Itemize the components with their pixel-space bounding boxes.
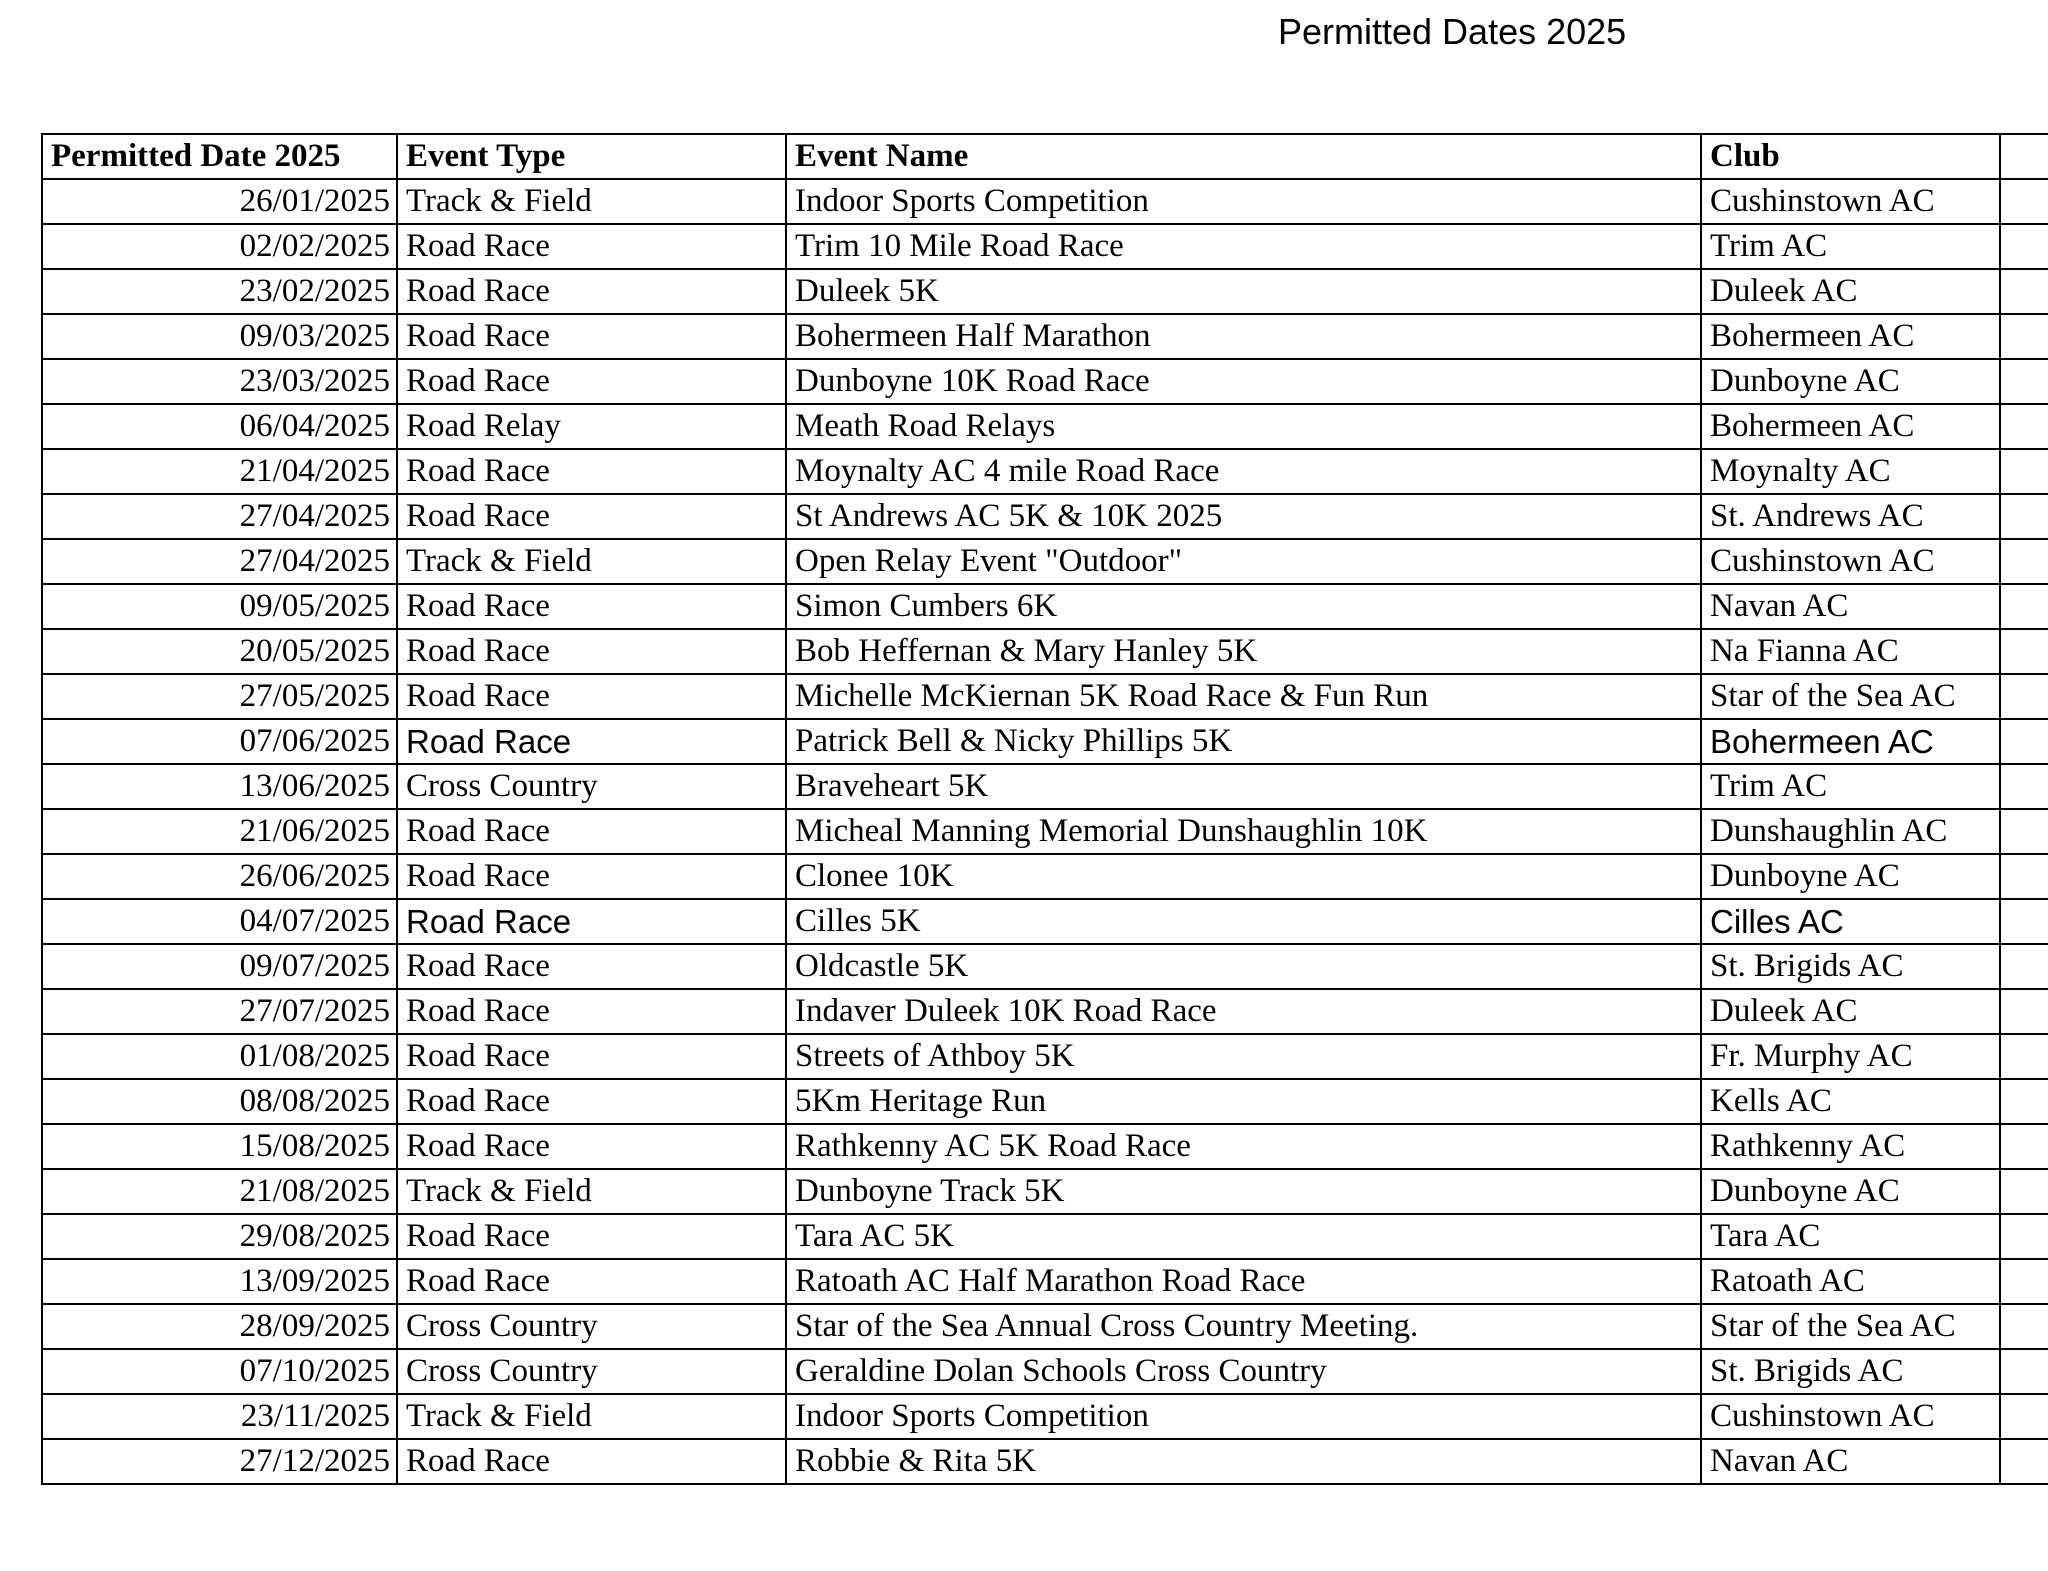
cell-event-name: St Andrews AC 5K & 10K 2025 <box>786 494 1701 539</box>
cell-date: 04/07/2025 <box>42 899 397 944</box>
cell-club: Na Fianna AC <box>1701 629 2000 674</box>
cell-club: Moynalty AC <box>1701 449 2000 494</box>
cell-event-type: Road Race <box>397 224 786 269</box>
cell-event-name: Geraldine Dolan Schools Cross Country <box>786 1349 1701 1394</box>
table-row <box>42 1349 2048 1394</box>
cell-event-type: Road Race <box>397 1259 786 1304</box>
cell-event-type: Road Race <box>397 314 786 359</box>
cell-event-type: Road Race <box>397 269 786 314</box>
cell-date: 27/05/2025 <box>42 674 397 719</box>
cell-event-name: Patrick Bell & Nicky Phillips 5K <box>786 719 1701 764</box>
cell-event-type: Road Race <box>397 1214 786 1259</box>
header-date: Permitted Date 2025 <box>42 134 397 179</box>
cell-event-name: Rathkenny AC 5K Road Race <box>786 1124 1701 1169</box>
table-row <box>42 629 2048 674</box>
cell-date: 06/04/2025 <box>42 404 397 449</box>
cell-date: 27/07/2025 <box>42 989 397 1034</box>
cell-event-type: Road Race <box>397 1124 786 1169</box>
cell-date: 29/08/2025 <box>42 1214 397 1259</box>
cell-extra <box>2000 1079 2048 1124</box>
cell-event-type: Road Race <box>397 944 786 989</box>
table-row <box>42 1034 2048 1079</box>
cell-extra <box>2000 764 2048 809</box>
cell-club: St. Brigids AC <box>1701 944 2000 989</box>
cell-event-name: Indaver Duleek 10K Road Race <box>786 989 1701 1034</box>
cell-club: Bohermeen AC <box>1701 404 2000 449</box>
cell-date: 09/05/2025 <box>42 584 397 629</box>
cell-event-name: Micheal Manning Memorial Dunshaughlin 10K <box>786 809 1701 854</box>
table-row <box>42 224 2048 269</box>
cell-date: 21/04/2025 <box>42 449 397 494</box>
table-row <box>42 359 2048 404</box>
cell-event-type: Road Race <box>397 359 786 404</box>
cell-date: 13/06/2025 <box>42 764 397 809</box>
cell-club: Tara AC <box>1701 1214 2000 1259</box>
cell-date: 27/04/2025 <box>42 539 397 584</box>
cell-date: 08/08/2025 <box>42 1079 397 1124</box>
cell-extra <box>2000 224 2048 269</box>
cell-extra <box>2000 944 2048 989</box>
cell-event-name: Simon Cumbers 6K <box>786 584 1701 629</box>
cell-extra <box>2000 674 2048 719</box>
cell-date: 27/04/2025 <box>42 494 397 539</box>
cell-event-name: Star of the Sea Annual Cross Country Meeting. <box>786 1304 1701 1349</box>
cell-extra <box>2000 1214 2048 1259</box>
cell-date: 09/07/2025 <box>42 944 397 989</box>
cell-club: Cushinstown AC <box>1701 539 2000 584</box>
cell-event-type: Track & Field <box>397 179 786 224</box>
cell-club: Cilles AC <box>1701 899 2000 944</box>
cell-event-type: Road Race <box>397 584 786 629</box>
cell-extra <box>2000 1439 2048 1484</box>
cell-event-name: Bohermeen Half Marathon <box>786 314 1701 359</box>
table-row <box>42 809 2048 854</box>
cell-date: 07/06/2025 <box>42 719 397 764</box>
cell-event-type: Track & Field <box>397 1169 786 1214</box>
cell-event-type: Cross Country <box>397 1304 786 1349</box>
cell-event-type: Cross Country <box>397 764 786 809</box>
cell-event-name: Clonee 10K <box>786 854 1701 899</box>
cell-club: Bohermeen AC <box>1701 719 2000 764</box>
cell-date: 23/11/2025 <box>42 1394 397 1439</box>
cell-club: Star of the Sea AC <box>1701 674 2000 719</box>
cell-event-name: Open Relay Event "Outdoor" <box>786 539 1701 584</box>
table-row <box>42 269 2048 314</box>
header-event-type: Event Type <box>397 134 786 179</box>
cell-event-type: Road Race <box>397 674 786 719</box>
table-row <box>42 899 2048 944</box>
cell-event-name: Dunboyne Track 5K <box>786 1169 1701 1214</box>
cell-date: 28/09/2025 <box>42 1304 397 1349</box>
cell-event-type: Road Race <box>397 1439 786 1484</box>
page-title: Permitted Dates 2025 <box>1278 11 1627 52</box>
cell-club: Dunboyne AC <box>1701 854 2000 899</box>
cell-extra <box>2000 1034 2048 1079</box>
cell-date: 15/08/2025 <box>42 1124 397 1169</box>
cell-event-name: 5Km Heritage Run <box>786 1079 1701 1124</box>
cell-event-type: Road Race <box>397 1034 786 1079</box>
header-event-name: Event Name <box>786 134 1701 179</box>
cell-date: 23/02/2025 <box>42 269 397 314</box>
cell-event-type: Road Race <box>397 494 786 539</box>
cell-event-type: Road Relay <box>397 404 786 449</box>
cell-event-name: Moynalty AC 4 mile Road Race <box>786 449 1701 494</box>
cell-date: 09/03/2025 <box>42 314 397 359</box>
cell-date: 21/08/2025 <box>42 1169 397 1214</box>
cell-event-name: Michelle McKiernan 5K Road Race & Fun Run <box>786 674 1701 719</box>
cell-event-type: Road Race <box>397 449 786 494</box>
cell-extra <box>2000 359 2048 404</box>
cell-event-name: Bob Heffernan & Mary Hanley 5K <box>786 629 1701 674</box>
table-row <box>42 1439 2048 1484</box>
cell-date: 20/05/2025 <box>42 629 397 674</box>
cell-club: Kells AC <box>1701 1079 2000 1124</box>
cell-club: Duleek AC <box>1701 269 2000 314</box>
cell-extra <box>2000 1169 2048 1214</box>
table-row <box>42 764 2048 809</box>
cell-date: 21/06/2025 <box>42 809 397 854</box>
cell-club: Cushinstown AC <box>1701 179 2000 224</box>
cell-date: 07/10/2025 <box>42 1349 397 1394</box>
cell-extra <box>2000 1124 2048 1169</box>
cell-club: Cushinstown AC <box>1701 1394 2000 1439</box>
cell-club: Ratoath AC <box>1701 1259 2000 1304</box>
table-row <box>42 1124 2048 1169</box>
cell-date: 13/09/2025 <box>42 1259 397 1304</box>
cell-event-type: Track & Field <box>397 1394 786 1439</box>
cell-event-type: Road Race <box>397 629 786 674</box>
table-row <box>42 1394 2048 1439</box>
cell-extra <box>2000 989 2048 1034</box>
cell-club: Fr. Murphy AC <box>1701 1034 2000 1079</box>
table-row <box>42 674 2048 719</box>
header-club: Club <box>1701 134 2000 179</box>
cell-extra <box>2000 854 2048 899</box>
cell-event-name: Tara AC 5K <box>786 1214 1701 1259</box>
cell-club: Duleek AC <box>1701 989 2000 1034</box>
header-extra <box>2000 134 2048 179</box>
table-body <box>42 179 2048 1484</box>
cell-extra <box>2000 1259 2048 1304</box>
cell-extra <box>2000 539 2048 584</box>
cell-event-type: Track & Field <box>397 539 786 584</box>
cell-extra <box>2000 1349 2048 1394</box>
cell-date: 27/12/2025 <box>42 1439 397 1484</box>
cell-event-type: Road Race <box>397 719 786 764</box>
cell-extra <box>2000 404 2048 449</box>
cell-club: Navan AC <box>1701 584 2000 629</box>
cell-extra <box>2000 449 2048 494</box>
cell-extra <box>2000 629 2048 674</box>
cell-event-name: Cilles 5K <box>786 899 1701 944</box>
cell-club: Dunshaughlin AC <box>1701 809 2000 854</box>
table-row <box>42 1169 2048 1214</box>
cell-extra <box>2000 584 2048 629</box>
cell-extra <box>2000 179 2048 224</box>
cell-club: Dunboyne AC <box>1701 359 2000 404</box>
cell-club: St. Andrews AC <box>1701 494 2000 539</box>
table-row <box>42 854 2048 899</box>
cell-extra <box>2000 314 2048 359</box>
cell-event-name: Oldcastle 5K <box>786 944 1701 989</box>
cell-extra <box>2000 269 2048 314</box>
permitted-dates-table <box>41 133 2048 1485</box>
cell-event-type: Road Race <box>397 854 786 899</box>
cell-event-type: Road Race <box>397 809 786 854</box>
cell-event-type: Road Race <box>397 899 786 944</box>
table-row <box>42 404 2048 449</box>
cell-event-type: Road Race <box>397 989 786 1034</box>
table-row <box>42 989 2048 1034</box>
table-row <box>42 944 2048 989</box>
cell-event-name: Indoor Sports Competition <box>786 1394 1701 1439</box>
cell-event-name: Braveheart 5K <box>786 764 1701 809</box>
cell-event-type: Cross Country <box>397 1349 786 1394</box>
cell-extra <box>2000 809 2048 854</box>
table-row <box>42 1079 2048 1124</box>
cell-extra <box>2000 1394 2048 1439</box>
cell-date: 26/06/2025 <box>42 854 397 899</box>
table-row <box>42 539 2048 584</box>
cell-date: 23/03/2025 <box>42 359 397 404</box>
cell-extra <box>2000 1304 2048 1349</box>
cell-event-name: Duleek 5K <box>786 269 1701 314</box>
cell-extra <box>2000 719 2048 764</box>
cell-club: Trim AC <box>1701 764 2000 809</box>
table-row <box>42 314 2048 359</box>
table-row <box>42 1259 2048 1304</box>
table-row <box>42 1214 2048 1259</box>
cell-extra <box>2000 494 2048 539</box>
table-row <box>42 449 2048 494</box>
cell-event-name: Streets of Athboy 5K <box>786 1034 1701 1079</box>
cell-club: Rathkenny AC <box>1701 1124 2000 1169</box>
cell-date: 02/02/2025 <box>42 224 397 269</box>
cell-event-name: Trim 10 Mile Road Race <box>786 224 1701 269</box>
cell-date: 01/08/2025 <box>42 1034 397 1079</box>
cell-event-name: Meath Road Relays <box>786 404 1701 449</box>
cell-date: 26/01/2025 <box>42 179 397 224</box>
cell-event-type: Road Race <box>397 1079 786 1124</box>
table-row <box>42 584 2048 629</box>
cell-club: Trim AC <box>1701 224 2000 269</box>
header-row <box>42 134 2048 179</box>
cell-club: Bohermeen AC <box>1701 314 2000 359</box>
cell-event-name: Indoor Sports Competition <box>786 179 1701 224</box>
table-row <box>42 494 2048 539</box>
table-row <box>42 1304 2048 1349</box>
cell-event-name: Ratoath AC Half Marathon Road Race <box>786 1259 1701 1304</box>
cell-club: Star of the Sea AC <box>1701 1304 2000 1349</box>
table-row <box>42 179 2048 224</box>
cell-club: Navan AC <box>1701 1439 2000 1484</box>
cell-club: St. Brigids AC <box>1701 1349 2000 1394</box>
table-row <box>42 719 2048 764</box>
cell-event-name: Dunboyne 10K Road Race <box>786 359 1701 404</box>
cell-extra <box>2000 899 2048 944</box>
cell-event-name: Robbie & Rita 5K <box>786 1439 1701 1484</box>
cell-club: Dunboyne AC <box>1701 1169 2000 1214</box>
